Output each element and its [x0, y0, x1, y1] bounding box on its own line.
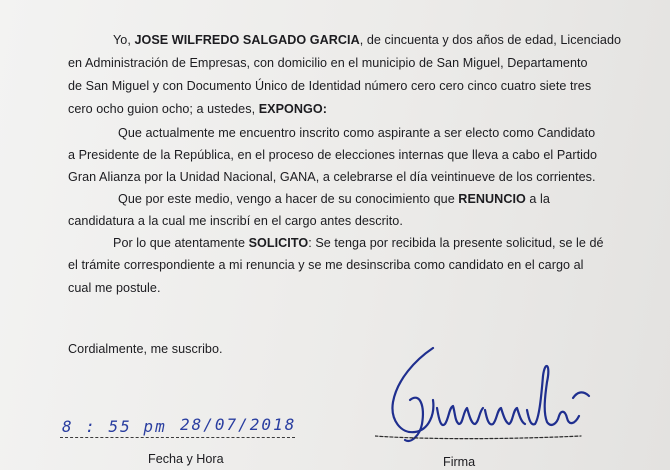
text: , de cincuenta y dos años de edad, Licenciado: [359, 33, 622, 47]
solicito-keyword: SOLICITO: [248, 236, 309, 250]
renuncio-keyword: RENUNCIO: [458, 192, 526, 206]
p1-line-3: de San Miguel y con Documento Único de Identidad número cero cero cinco cuatro siete tres: [68, 79, 592, 93]
signature-image: [375, 340, 595, 460]
signature-caption: Firma: [443, 455, 476, 469]
p2-line-2: a Presidente de la República, en el proceso de elecciones internas que lleva a cabo el Partido: [68, 148, 598, 162]
p4-line-1: [113, 236, 604, 250]
p2-line-1: Que actualmente me encuentro inscrito como aspirante a ser electo como Candidato: [118, 126, 596, 140]
text: a la: [525, 192, 550, 206]
text: Por lo que atentamente: [113, 236, 249, 250]
p4-line-2: el trámite correspondiente a mi renuncia y se me desinscriba como candidato en el cargo al: [68, 258, 584, 272]
handwritten-time: 8 : 55 pm: [62, 417, 167, 436]
text: Que por este medio, vengo a hacer de su conocimiento que: [118, 192, 459, 206]
text: cero ocho guion ocho; a ustedes,: [68, 102, 259, 116]
p1-line-2: en Administración de Empresas, con domicilio en el municipio de San Miguel, Departamento: [68, 56, 588, 70]
p4-line-3: cual me postule.: [68, 281, 161, 295]
p3-line-2: candidatura a la cual me inscribí en el cargo antes descrito.: [68, 214, 403, 228]
expongo-heading: EXPONGO:: [258, 102, 327, 116]
date-rule: [60, 437, 295, 438]
p2-line-3: Gran Alianza por la Unidad Nacional, GANA, a celebrarse el día veintinueve de los corrientes.: [68, 170, 596, 184]
text: Yo,: [113, 33, 135, 47]
p3-line-1: [118, 192, 550, 206]
handwritten-date: 28/07/2018: [180, 415, 297, 434]
signer-name: JOSE WILFREDO SALGADO GARCIA: [134, 33, 360, 47]
p1-line-1: [113, 33, 621, 47]
closing-line: Cordialmente, me suscribo.: [68, 342, 223, 356]
date-caption: Fecha y Hora: [148, 452, 224, 466]
text: : Se tenga por recibida la presente solicitud, se le dé: [308, 236, 604, 250]
p1-line-4: [68, 102, 327, 116]
